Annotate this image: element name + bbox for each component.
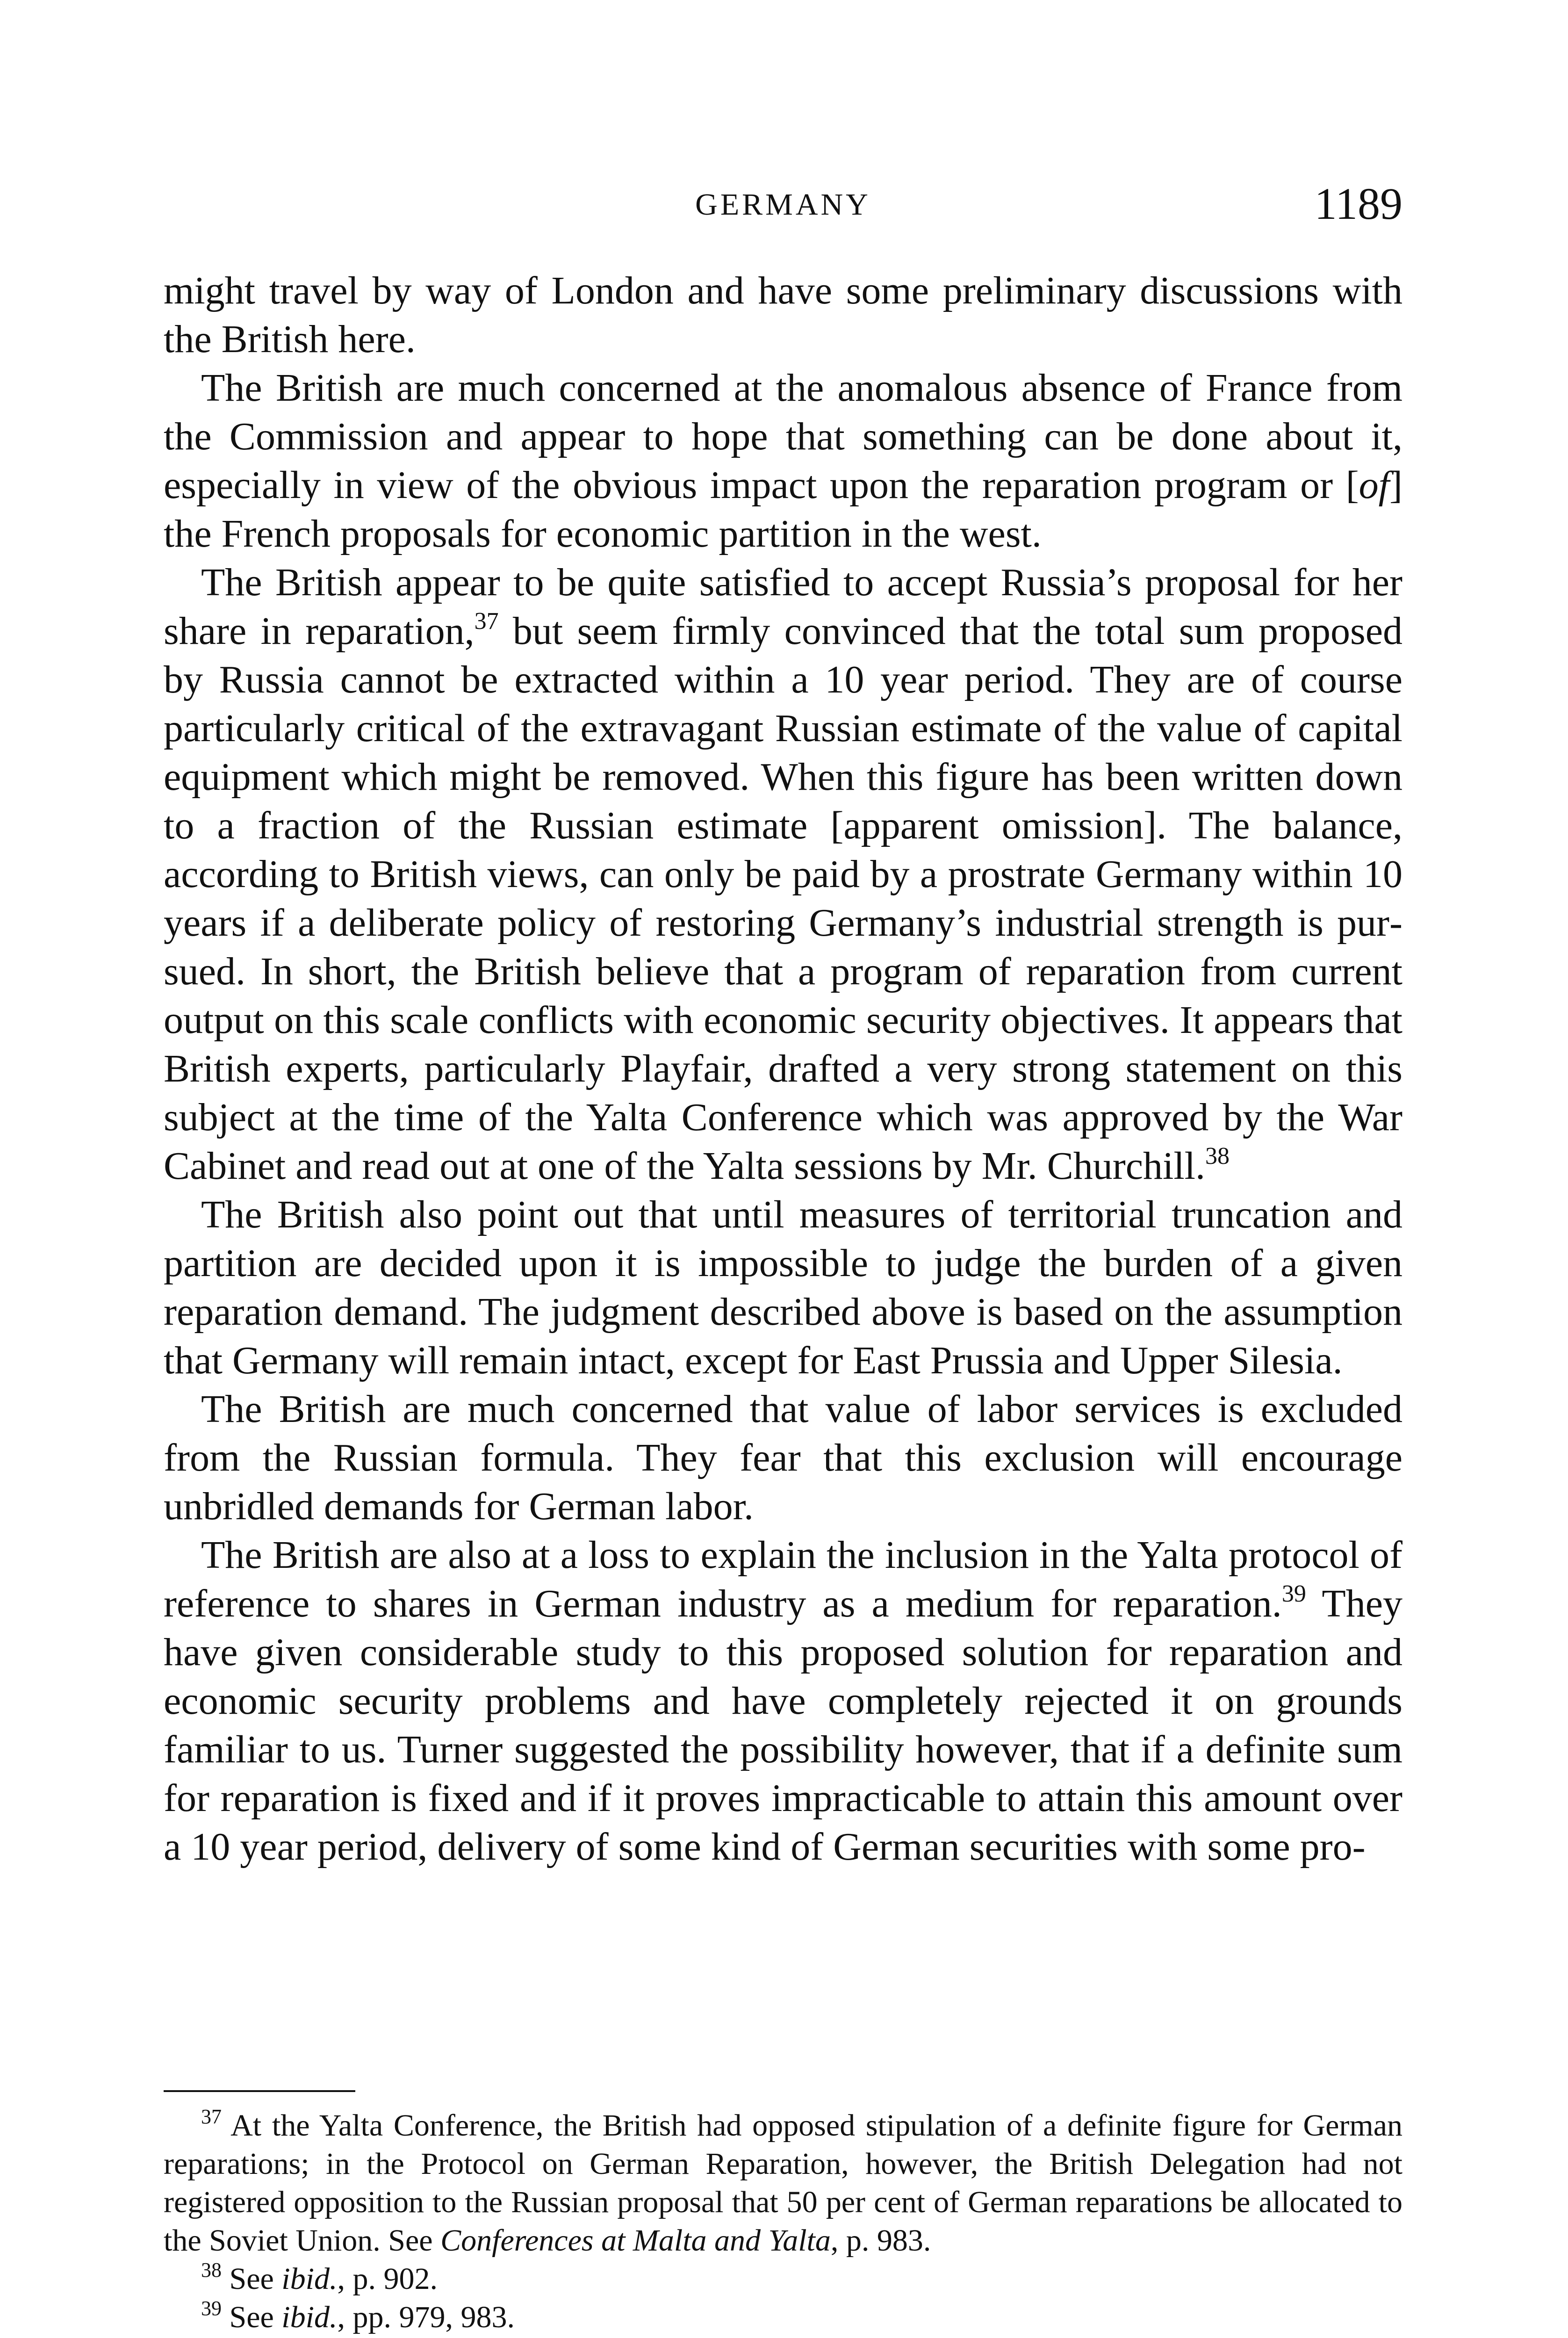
paragraph-6	[164, 1531, 1403, 1871]
paragraph-text: The British are much concerned that value of labor services is excluded from the Russian formula. They fear that this exclusion will encourage unbridled demands for German labor.	[164, 1387, 1403, 1528]
running-title: GERMANY	[695, 188, 871, 222]
page-number: 1189	[1314, 179, 1403, 229]
paragraph-4	[164, 1191, 1403, 1385]
editorial-insertion: of	[1359, 463, 1390, 507]
footnote-ref-39[interactable]: 39	[1281, 1580, 1306, 1607]
paragraph-3	[164, 558, 1403, 1191]
footnote-text: , pp. 979, 983.	[337, 2300, 515, 2334]
paragraph-1	[164, 267, 1403, 364]
footnote-ref-38[interactable]: 38	[1205, 1143, 1230, 1169]
paragraph-5	[164, 1385, 1403, 1531]
footnote-38	[164, 2260, 1403, 2298]
footnote-37	[164, 2107, 1403, 2260]
footnote-text: See	[222, 2300, 282, 2334]
footnote-ref-37[interactable]: 37	[474, 608, 499, 635]
paragraph-text: might travel by way of London and have some preliminary discussions with the British here.	[164, 269, 1403, 361]
footnote-mark: 39	[201, 2297, 222, 2320]
citation-ibid: ibid.	[281, 2300, 338, 2334]
footnote-39	[164, 2298, 1403, 2337]
footnote-text: At the Yalta Conference, the British had opposed stipulation of a definite figure for German reparations; in the Protocol on German Reparation, however, the British Delegation had not registered opposition to the Russian proposal that 50 per cent of German reparations be allocated to the Soviet Union. See	[164, 2108, 1403, 2258]
paragraph-2	[164, 364, 1403, 558]
paragraph-text: They have given considerable study to this proposed solution for reparation and economic security problems and have completely rejected it on grounds familiar to us. Turner suggested the possibility however, that if a definite sum for reparation is fixed and if it proves impracticable to attain this amount over a 10 year period, delivery of some kind of German securities with some pro-	[164, 1582, 1403, 1869]
paragraph-text: but seem firmly convinced that the total sum proposed by Russia cannot be extracted within a 10 year period. They are of course particularly critical of the extravagant Russian estimate of the value of capital equipment which might be removed. When this figure has been written down to a fraction of the Russian estimate [apparent omission]. The balance, according to British views, can only be paid by a prostrate Germany within 10 years if a deliberate policy of restoring Germany’s industrial strength is pursued. In short, the British believe that a program of reparation from current output on this scale conflicts with economic security objectives. It appears that British experts, particularly Playfair, drafted a very strong statement on this subject at the time of the Yalta Conference which was approved by the War Cabinet and read out at one of the Yalta sessions by Mr. Churchill.	[164, 609, 1403, 1188]
body-text	[164, 267, 1403, 1871]
footnote-text: , p. 902.	[337, 2262, 438, 2296]
paragraph-text: The British are much concerned at the anomalous absence of France from the Commission and appear to hope that something can be done about it, especially in view of the obvious impact upon the reparation program or [	[164, 366, 1403, 507]
paragraph-text: The British are also at a loss to explain the inclusion in the Yalta protocol of reference to shares in German industry as a medium for reparation.	[164, 1533, 1403, 1625]
footnote-mark: 38	[201, 2259, 222, 2281]
footnotes	[164, 2107, 1403, 2337]
footnote-text: See	[222, 2262, 282, 2296]
citation-ibid: ibid.	[281, 2262, 338, 2296]
citation-title: Conferences at Malta and Yalta	[440, 2223, 831, 2258]
paragraph-text: The British appear to be quite satisfied to accept Russia’s proposal for her share in reparation,	[164, 561, 1403, 653]
paragraph-text: ] the French proposals for economic partition in the west.	[164, 463, 1403, 556]
running-head	[164, 178, 1403, 234]
paragraph-text: The British also point out that until measures of territorial truncation and partition are decided upon it is impossible to judge the burden of a given reparation demand. The judgment described above is based on the assumption that Germany will remain intact, except for East Prussia and Upper Silesia.	[164, 1193, 1403, 1382]
footnote-mark: 37	[201, 2105, 222, 2128]
footnote-text: , p. 983.	[830, 2223, 931, 2258]
footnote-divider	[164, 2090, 355, 2092]
